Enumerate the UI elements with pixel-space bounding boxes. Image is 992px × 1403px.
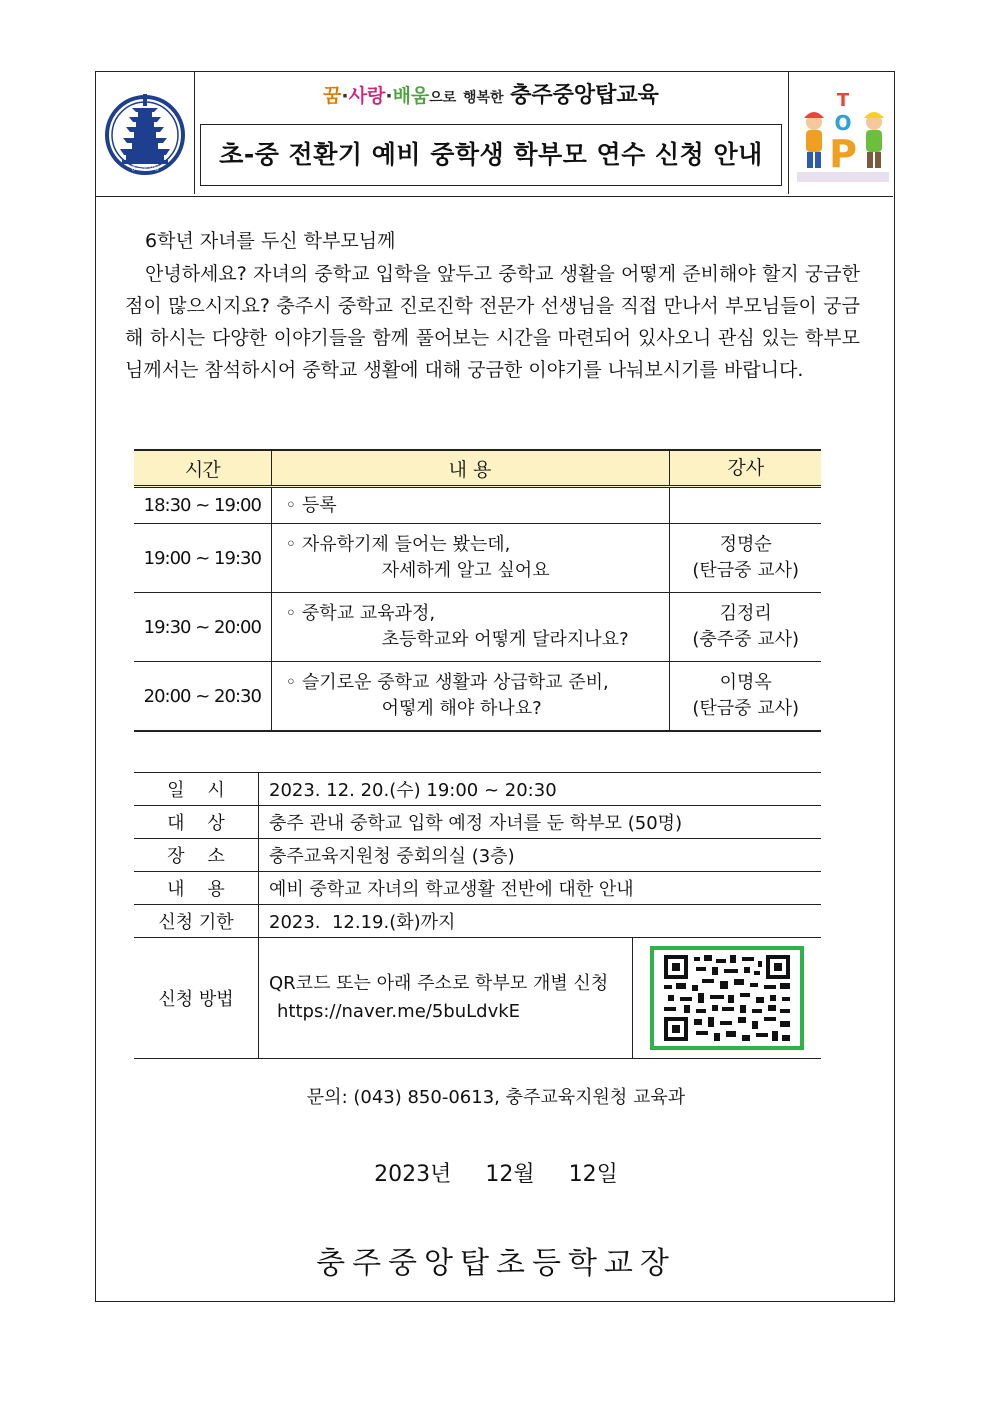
info-label: 일 시 — [134, 773, 259, 806]
slogan-particle: 으로 — [429, 90, 457, 106]
slogan-word-dream: 꿈 — [323, 85, 342, 107]
mascot-top-icon — [789, 72, 894, 194]
header-middle — [194, 72, 788, 194]
schedule-content — [271, 487, 670, 524]
slogan-word-love: 사랑 — [348, 85, 386, 107]
info-value: 충주 관내 중학교 입학 예정 자녀를 둔 학부모 (50명) — [259, 806, 822, 839]
lecturer-name: 정명순 — [719, 534, 772, 555]
info-row-target — [134, 806, 821, 839]
info-value: 충주교육지원청 중회의실 (3층) — [259, 839, 822, 872]
content-line: 자세하게 알고 싶어요 — [381, 560, 550, 581]
slogan-sep: · — [341, 85, 349, 107]
info-value: 예비 중학교 자녀의 학교생활 전반에 대한 안내 — [259, 872, 822, 905]
info-label: 장 소 — [134, 839, 259, 872]
schedule-lecturer — [670, 487, 821, 524]
info-label: 대 상 — [134, 806, 259, 839]
table-row — [134, 662, 821, 732]
method-text: QR코드 또는 아래 주소로 학부모 개별 신청 — [269, 973, 609, 994]
slogan-word-learning: 배움 — [392, 85, 430, 107]
issue-date: 2023년 12월 12일 — [374, 1162, 618, 1187]
schedule-lecturer — [670, 524, 821, 593]
schedule-time: 19:30 ~ 20:00 — [134, 593, 271, 662]
content-line: ◦ 자유학기제 들어는 봤는데, — [285, 534, 511, 555]
lecturer-affil: (탄금중 교사) — [692, 560, 800, 581]
schedule-content — [271, 524, 670, 593]
logo-caption: 충주중앙탑 — [130, 165, 160, 172]
header-time: 시간 — [134, 450, 271, 487]
lecturer-affil: (충주중 교사) — [692, 629, 800, 650]
pagoda-logo-icon — [96, 72, 194, 194]
schedule-time: 18:30 ~ 19:00 — [134, 487, 271, 524]
school-logo — [96, 72, 195, 194]
school-principal: 충주중앙탑초등학교장 — [316, 1246, 676, 1281]
info-value — [259, 938, 633, 1059]
schedule-header-row — [134, 450, 821, 487]
qr-code-icon[interactable] — [650, 946, 804, 1050]
content-line: ◦ 슬기로운 중학교 생활과 상급학교 준비, — [285, 672, 609, 693]
content-line: ◦ 중학교 교육과정, — [285, 603, 436, 624]
slogan — [194, 78, 788, 109]
slogan-org: 충주중앙탑교육 — [510, 83, 659, 108]
schedule-lecturer — [670, 593, 821, 662]
table-row — [134, 593, 821, 662]
schedule-content — [271, 662, 670, 732]
slogan-happy: 행복한 — [462, 90, 504, 106]
schedule-lecturer — [670, 662, 821, 732]
greeting: 6학년 자녀를 두신 학부모님께 — [145, 230, 396, 252]
info-value: 2023. 12.19.(화)까지 — [259, 905, 822, 938]
info-table — [134, 772, 821, 1059]
mascot-image — [788, 72, 894, 194]
mascot-letter-o: O — [834, 111, 852, 135]
lecturer-name: 이명옥 — [719, 672, 772, 693]
content-line: ◦ 등록 — [285, 494, 337, 516]
lecturer-affil: (탄금중 교사) — [692, 698, 800, 719]
page-title: 초-중 전환기 예비 중학생 학부모 연수 신청 안내 — [200, 124, 782, 186]
info-row-place — [134, 839, 821, 872]
mascot-letter-p: P — [829, 132, 857, 176]
header-lecturer: 강사 — [670, 450, 821, 487]
table-row — [134, 524, 821, 593]
header — [96, 72, 893, 197]
info-row-method — [134, 938, 821, 1059]
slogan-sep: · — [385, 85, 393, 107]
info-label: 신청 기한 — [134, 905, 259, 938]
schedule-time: 19:00 ~ 19:30 — [134, 524, 271, 593]
header-content: 내 용 — [271, 450, 670, 487]
body-paragraph: 안녕하세요? 자녀의 중학교 입학을 앞두고 중학교 생활을 어떻게 준비해야 할지 궁금한 점이 많으시지요? 충주시 중학교 진로진학 전문가 선생님을 직접 만나서 부모님들이 궁금해 하시는 다양한 이야기들을 함께 풀어보는 시간을 마련되어 있사오니 관심 있는 학부모님께서는 참석하시어 중학교 생활에 대해 궁금한 이야기를 나눠보시기를 바랍니다. — [125, 263, 860, 381]
info-row-datetime — [134, 773, 821, 806]
mascot-letter-t: T — [836, 90, 850, 111]
qr-cell — [633, 938, 822, 1059]
info-label: 신청 방법 — [134, 938, 259, 1059]
contact-info: 문의: (043) 850-0613, 충주교육지원청 교육과 — [306, 1087, 686, 1108]
schedule-time: 20:00 ~ 20:30 — [134, 662, 271, 732]
method-url-link[interactable]: https://naver.me/5buLdvkE — [277, 1001, 521, 1022]
lecturer-name: 김정리 — [719, 603, 772, 624]
content-line: 어떻게 해야 하나요? — [381, 698, 542, 719]
table-row — [134, 487, 821, 524]
info-label: 내 용 — [134, 872, 259, 905]
info-row-deadline — [134, 905, 821, 938]
schedule-table — [134, 449, 821, 732]
schedule-content — [271, 593, 670, 662]
content-line: 초등학교와 어떻게 달라지나요? — [381, 629, 629, 650]
info-row-content — [134, 872, 821, 905]
info-value: 2023. 12. 20.(수) 19:00 ~ 20:30 — [259, 773, 822, 806]
